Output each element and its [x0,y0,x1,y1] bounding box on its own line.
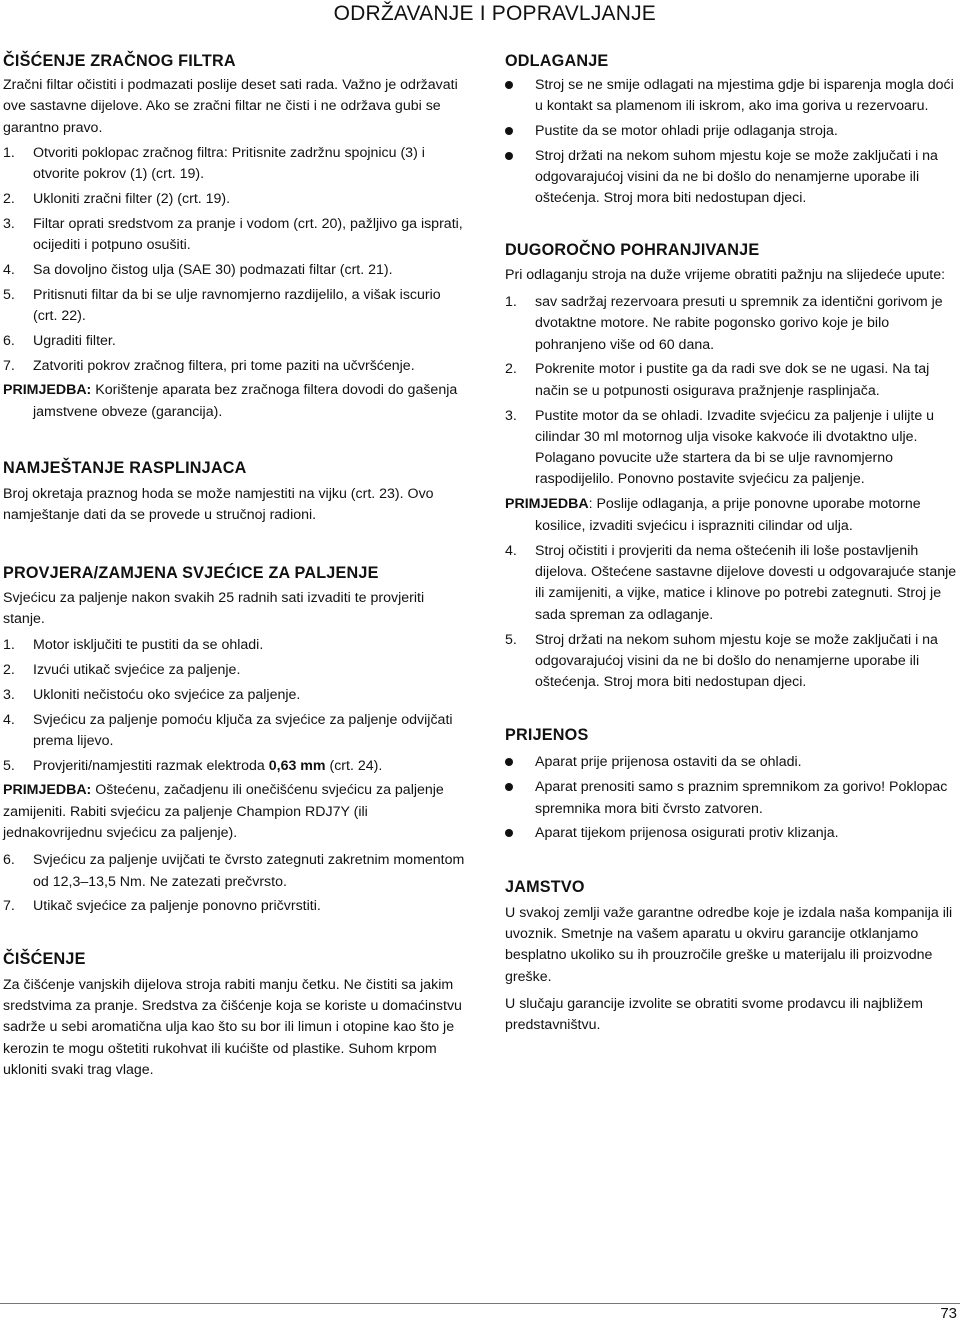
transport-bullets [505,752,957,844]
spark-plug-steps [3,635,465,777]
list-item: 4. Stroj očistiti i provjeriti da nema oštećenih ili loše postavljenih dijelova. Oštećene sastavne dijelove dovesti u odgovarajuće stanje ili zamijeniti, a vijke, matice i klinove po potrebi zategnuti. Stroj je sada spreman za odlaganje. [505,542,957,623]
air-filter-intro: Zračni filtar očistiti i podmazati poslije deset sati rada. Važno je održavati ove sastavne dijelove. Ako se zračni filtar ne čisti i ne održava gubi se garantno pravo. [3,77,458,136]
disposal-bullets [505,75,957,210]
list-item: 2. Pokrenite motor i pustite ga da radi sve dok se ne ugasi. Na taj način se u potpunosti osigurava pražnjenje rasplinjača. [505,361,930,399]
bullet-icon [505,783,513,791]
list-item: 3. Filtar oprati sredstvom za pranje i vodom (crt. 20), pažljivo ga isprati, ocijediti i potpuno osušiti. [3,215,463,254]
list-item: 1. Otvoriti poklopac zračnog filtra: Pritisnite zadržnu spojnicu (3) i otvorite pokrov (1) (crt. 19). [3,144,425,183]
spark-plug-intro: Svjećicu za paljenje nakon svakih 25 radnih sati izvaditi te provjeriti stanje. [3,589,425,627]
section-title-warranty: JAMSTVO [505,877,585,896]
section-title-spark-plug: PROVJERA/ZAMJENA SVJEĆICE ZA PALJENJE [3,563,379,582]
list-item: 1. sav sadržaj rezervoara presuti u spremnik za identični gorivom je dvotaktne motore. Ne rabite pogonsko gorivo koje je bilo pohranjeno više od 60 dana. [505,294,943,353]
section-title-long-term-storage: DUGOROČNO POHRANJIVANJE [505,240,760,259]
bullet-icon [505,829,513,837]
list-item: 1. Motor isključiti te pustiti da se ohladi. [3,637,264,654]
list-item: 4. Svjećicu za paljenje pomoću ključa za svjećice za paljenje odvijčati prema lijevo. [3,711,453,749]
carburetor-text: Broj okretaja praznog hoda se može namjestiti na vijku (crt. 23). Ovo namještanje dati da se provede u stručnoj radioni. [3,485,434,524]
list-item: 7. Zatvoriti pokrov zračnog filtera, pri tome paziti na učvršćenje. [3,357,415,374]
list-item: Pustite da se motor ohladi prije odlaganja stroja. [505,121,957,142]
storage-note: PRIMJEDBA: Poslije odlaganja, a prije ponovne uporabe motorne kosilice, izvaditi svjećicu i isprazniti cilindar od ulja. [505,496,921,534]
left-column [3,48,465,1081]
bullet-icon [505,152,513,160]
list-item: Aparat prenositi samo s praznim spremnikom za gorivo! Poklopac spremnika mora biti čvrsto zatvoren. [505,777,957,820]
section-title-cleaning: ČIŠĆENJE [3,949,86,968]
list-item: 5. Pritisnuti filtar da bi se ulje ravnomjerno razdijelilo, a višak iscurio (crt. 22). [3,286,441,324]
footer-divider [0,1303,960,1304]
list-item: Aparat prije prijenosa ostaviti da se ohladi. [505,752,957,773]
page-title: ODRŽAVANJE I POPRAVLJANJE [333,2,656,25]
list-item: 2. Ukloniti zračni filter (2) (crt. 19). [3,190,231,207]
list-item: 2. Izvući utikač svjećice za paljenje. [3,661,241,678]
list-item: 5. Provjeriti/namjestiti razmak elektroda 0,63 mm (crt. 24). [3,757,383,774]
section-title-carburetor: NAMJEŠTANJE RASPLINJACA [3,458,247,477]
warranty-text-1: U svakoj zemlji važe garantne odredbe koje je izdala naša kompanija ili uvoznik. Smetnje na vašem aparatu u okviru garancije otklanjamo besplatno ukoliko su ih prouzročile greške u materijalu ili proizvodne greške. [505,904,953,985]
section-title-disposal: ODLAGANJE [505,52,609,70]
list-item: Stroj se ne smije odlagati na mjestima gdje bi isparenja mogla doći u kontakt sa plamenom ili iskrom, ako ima goriva u rezervoaru. [505,75,957,118]
storage-steps-after [505,541,957,694]
air-filter-note: PRIMJEDBA: Korištenje aparata bez zračnoga filtera dovodi do gašenja jamstvene obveze (garancija). [3,382,458,420]
bullet-icon [505,758,513,766]
list-item: 3. Pustite motor da se ohladi. Izvadite svjećicu za paljenje i ulijte u cilindar 30 ml motornog ulja visoke kakvoće ili dvotaktno ulje. Polagano povucite uže startera da bi se ulje ravnomjerno raspodijelilo. Ponovno postavite svjećicu za paljenje. [505,407,935,488]
bullet-icon [505,127,513,135]
cleaning-text: Za čišćenje vanjskih dijelova stroja rabiti manju četku. Ne čistiti sa jakim sredstvima za pranje. Sredstva za čišćenje koja se koriste u domaćinstvu sadrže u sebi aromatična ulja kao što su bor ili limun i otopine kao što je kerozin te mogu oštetiti rukohvat ili kućište od plastike. Suhom krpom ukloniti svaki trag vlage. [3,976,462,1078]
right-column [505,48,957,1036]
list-item: Stroj držati na nekom suhom mjestu koje se može zaključati i na odgovarajućoj visini da ne bi došlo do nenamjerne uporabe ili oštećenja. Stroj mora biti nedostupan djeci. [505,146,957,210]
list-item: 7. Utikač svjećice za paljenje ponovno pričvrstiti. [3,898,321,915]
section-title-transport: PRIJENOS [505,726,589,745]
spark-plug-steps-after [3,850,465,917]
list-item: 5. Stroj držati na nekom suhom mjestu koje se može zaključati i na odgovarajućoj visini da ne bi došlo do nenamjerne uporabe ili oštećenja. Stroj mora biti nedostupan djeci. [505,631,938,691]
list-item: 4. Sa dovoljno čistog ulja (SAE 30) podmazati filtar (crt. 21). [3,261,393,278]
spark-plug-note: PRIMJEDBA: Oštećenu, začadjenu ili onečišćenu svjećicu za paljenje zamijeniti. Rabiti svjećicu za paljenje Champion RDJ7Y (ili jednakovrijednu svjećicu za paljenje). [3,782,444,842]
warranty-text-2: U slučaju garancije izvolite se obratiti svome prodavcu ili najbližem predstavništvu. [505,995,923,1034]
section-title-air-filter: ČIŠĆENJE ZRAČNOG FILTRA [3,52,236,70]
storage-intro: Pri odlaganju stroja na duže vrijeme obratiti pažnju na slijedeće upute: [505,266,946,283]
list-item: 6. Svjećicu za paljenje uvijčati te čvrsto zategnuti zakretnim momentom od 12,3–13,5 Nm. Ne zatezati prečvrsto. [3,852,465,890]
page-number: 73 [940,1305,957,1322]
air-filter-steps [3,143,465,377]
list-item: 3. Ukloniti nečistoću oko svjećice za paljenje. [3,686,301,703]
list-item: 6. Ugraditi filter. [3,332,116,349]
storage-steps [505,292,957,491]
bullet-icon [505,81,513,89]
list-item: Aparat tijekom prijenosa osigurati protiv klizanja. [505,823,957,844]
